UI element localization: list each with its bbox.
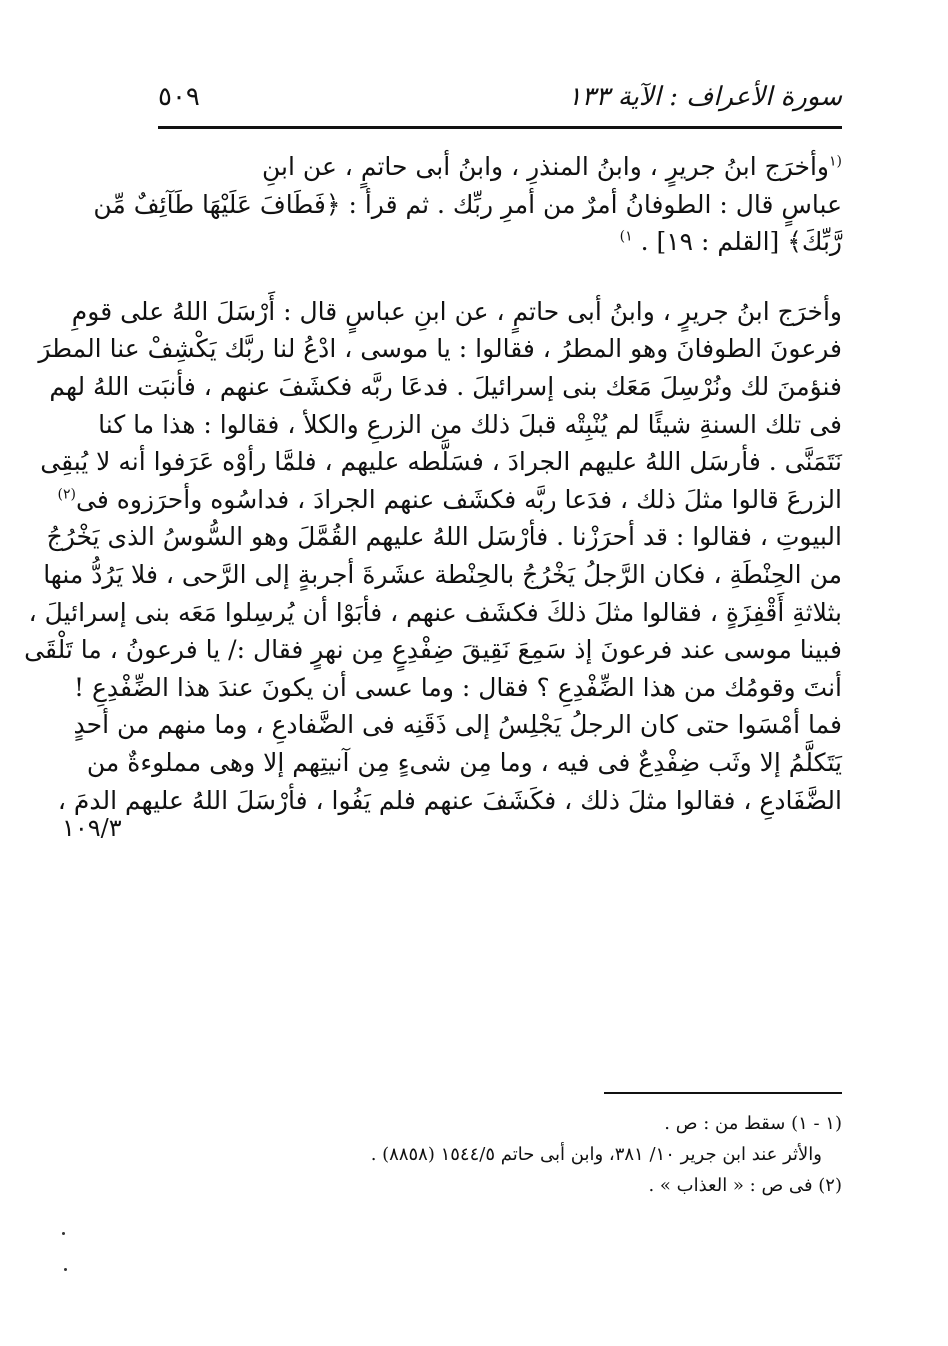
text-line: وأخرَج ابنُ جريرٍ ، وابنُ أبى حاتمٍ ، عن ابنِ عباسٍ قال : أَرْسَلَ اللهُ على قومِ xyxy=(71,296,842,326)
text-line: بثلاثةِ أَقْفِزَةٍ ، فقالوا مثلَ ذلكَ فكشَف عنهم ، فأبَوْا أن يُرسِلوا مَعَه بنى إسرائيلَ ، xyxy=(28,597,842,627)
text-line: نَتَمَنَّى . فأرسَل اللهُ عليهم الجرادَ ، فسَلَّطه عليهم ، فلمَّا رأوْه عَرَفوا أنه لا يُبقِى xyxy=(40,447,842,477)
text-line: فرعونَ الطوفانَ وهو المطرُ ، فقالوا : يا موسى ، ادْعُ لنا ربَّك يَكْشِفْ عنا المطرَ xyxy=(38,334,842,364)
scan-speck xyxy=(64,1268,67,1271)
text-line: يَتَكلَّمُ إلا وثَب ضِفْدِعٌ فى فيه ، وما مِن شىءٍ مِن آنيتِهم إلا وهى مملوءةٌ من xyxy=(86,747,842,777)
footnote-2: (٢) فى ص : « العذاب » . xyxy=(648,1175,842,1196)
page-header xyxy=(158,78,842,126)
page-number: ٥٠٩ xyxy=(158,82,200,112)
text-line: فما أمْسَوا حتى كان الرجلُ يَجْلِسُ إلى ذَقَنِه فى الضَّفادعِ ، وما منهم من أحدٍ xyxy=(73,710,842,740)
text-line: الضَّفَادعِ ، فقالوا مثلَ ذلك ، فكَشَفَ عنهم فلم يَفُوا ، فأرْسَلَ اللهُ عليهم الدمَ ، xyxy=(57,785,842,815)
main-text xyxy=(24,148,842,819)
text-line: أنتَ وقومُك من هذا الضِّفْدِعِ ؟ فقال : وما عسى أن يكونَ عندَ هذا الضِّفْدِعِ ! xyxy=(73,672,842,702)
margin-reference: ١٠٩/٣ xyxy=(62,814,122,842)
footnote-1: (١ - ١) سقط من : ص . xyxy=(664,1113,842,1134)
running-title: سورة الأعراف : الآية ١٣٣ xyxy=(567,82,842,112)
footnote-1-source: والأثر عند ابن جرير ١٠/ ٣٨١، وابن أبى حاتم ١٥٤٤/٥ (٨٨٥٨) . xyxy=(370,1144,822,1165)
text-line: فنؤمنَ لك ونُرْسِلَ مَعَك بنى إسرائيلَ . فدعَا ربَّه فكشَفَ عنهم ، فأنبَت اللهُ لهم xyxy=(49,371,842,401)
footnote-marker: (٢) xyxy=(57,486,77,503)
text-line: من الحِنْطَةِ ، فكان الرَّجلُ يَخْرُجُ بالحِنْطة عشَرةَ أجربةٍ إلى الرَّحى ، فلا يَرُدُّ منها xyxy=(43,559,842,589)
footnote-rule xyxy=(604,1092,842,1094)
text-line: عباسٍ قال : الطوفانُ أمرٌ من أمرِ ربِّك . ثم قرأ : ﴿فَطَافَ عَلَيْهَا طَآئِفٌ مِّن xyxy=(93,189,842,219)
text-line: رَّبِّكَ﴾ [القلم : ١٩] . $^{١)}$ xyxy=(619,227,842,257)
text-line: فى تلك السنةِ شيئًا لم يُنْبِتْه قبلَ ذلك من الزرعِ والكلأ ، فقالوا : هذا ما كنا xyxy=(98,409,842,439)
text-line: البيوتِ ، فقالوا : قد أحرَزْنا . فأرْسَل اللهُ عليهم القُمَّلَ وهو السُّوسُ الذى يَخْرُجُ xyxy=(46,522,842,552)
footnote-marker: (١ xyxy=(829,153,842,170)
paragraph-2 xyxy=(24,293,842,819)
footnotes xyxy=(158,1108,842,1201)
paragraph-1 xyxy=(93,148,842,261)
footnote-marker: ١) xyxy=(619,228,633,245)
text-line: $^{(١}$وأخرَج ابنُ جريرٍ ، وابنُ المنذرِ ، وابنُ أبى حاتمٍ ، عن ابنِ xyxy=(262,152,842,181)
text-line: فبينا موسى عند فرعونَ إذ سَمِعَ نَقِيقَ ضِفْدِعٍ مِن نهرٍ فقال :/ يا فرعونُ ، ما تَلْقَى xyxy=(24,635,842,665)
scan-speck xyxy=(62,1232,65,1235)
text-line: الزرعَ قالوا مثلَ ذلك ، فدَعا ربَّه فكشَف عنهم الجرادَ ، فداسُوه وأحرَزوه فى$^{(٢)}$ xyxy=(57,484,842,514)
header-rule xyxy=(158,126,842,129)
